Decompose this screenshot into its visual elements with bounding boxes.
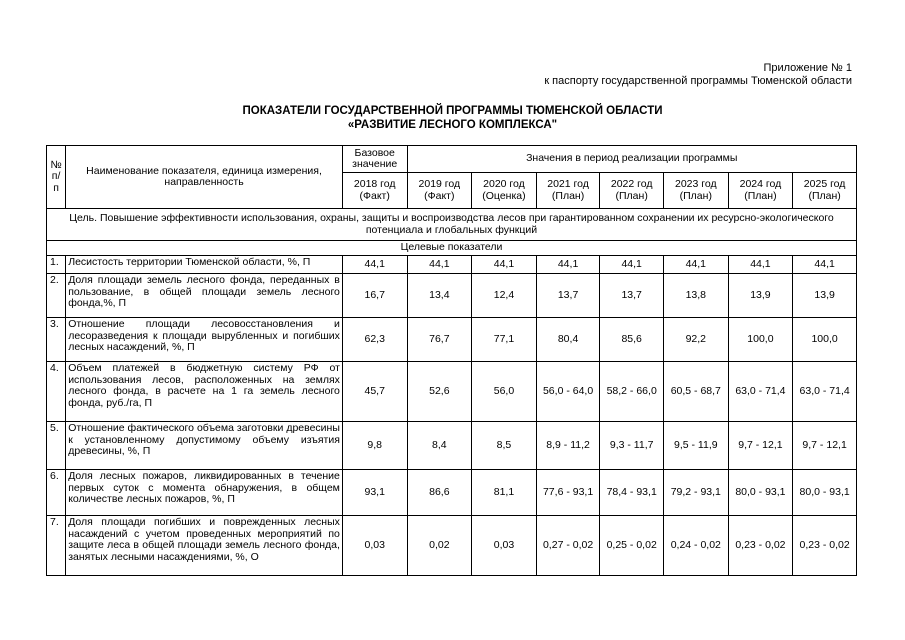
header-year: 2018 год (Факт) [342, 173, 407, 209]
indicator-value: 80,4 [536, 318, 600, 362]
indicator-value: 92,2 [663, 318, 728, 362]
indicator-value: 45,7 [342, 362, 407, 422]
header-num: № п/п [47, 146, 66, 209]
indicator-name: Отношение фактического объема заготовки древесины к установленному допустимому объему изъятия древесины, %, П [66, 422, 343, 470]
title-line-1: ПОКАЗАТЕЛИ ГОСУДАРСТВЕННОЙ ПРОГРАММЫ ТЮМЕНСКОЙ ОБЛАСТИ [242, 105, 663, 117]
indicator-value: 13,7 [600, 274, 664, 318]
indicator-value: 8,9 - 11,2 [536, 422, 600, 470]
indicators-table [46, 145, 857, 576]
indicator-value: 63,0 - 71,4 [793, 362, 857, 422]
indicator-value: 44,1 [663, 256, 728, 274]
indicator-value: 100,0 [793, 318, 857, 362]
indicator-value: 9,7 - 12,1 [793, 422, 857, 470]
appendix-line-1: Приложение № 1 [763, 62, 852, 74]
indicator-name: Лесистость территории Тюменской области, %, П [66, 256, 343, 274]
indicator-value: 9,5 - 11,9 [663, 422, 728, 470]
indicator-value: 77,6 - 93,1 [536, 470, 600, 516]
indicator-value: 13,4 [407, 274, 472, 318]
indicator-value: 44,1 [407, 256, 472, 274]
indicator-value: 0,23 - 0,02 [728, 516, 793, 576]
indicator-value: 13,9 [793, 274, 857, 318]
indicator-name: Доля площади земель лесного фонда, переданных в пользование, в общей площади земель лесного фонда,%, П [66, 274, 343, 318]
indicator-value: 44,1 [342, 256, 407, 274]
row-number: 6. [47, 470, 66, 516]
indicator-value: 44,1 [728, 256, 793, 274]
indicator-value: 44,1 [600, 256, 664, 274]
indicator-value: 56,0 [472, 362, 537, 422]
appendix-note [544, 62, 852, 88]
indicator-value: 8,5 [472, 422, 537, 470]
indicator-value: 0,27 - 0,02 [536, 516, 600, 576]
indicator-value: 9,8 [342, 422, 407, 470]
header-year: 2025 год (План) [793, 173, 857, 209]
table-row [47, 470, 857, 516]
indicator-value: 44,1 [793, 256, 857, 274]
document-title [0, 104, 905, 132]
indicator-value: 0,25 - 0,02 [600, 516, 664, 576]
indicator-value: 0,24 - 0,02 [663, 516, 728, 576]
indicator-value: 9,3 - 11,7 [600, 422, 664, 470]
header-period: Значения в период реализации программы [407, 146, 856, 173]
indicator-value: 81,1 [472, 470, 537, 516]
indicator-value: 13,7 [536, 274, 600, 318]
indicator-name: Отношение площади лесовосстановления и лесоразведения к площади вырубленных и погибших лесных насаждений, %, П [66, 318, 343, 362]
indicators-table-wrapper [46, 145, 857, 593]
indicator-value: 78,4 - 93,1 [600, 470, 664, 516]
indicator-value: 56,0 - 64,0 [536, 362, 600, 422]
header-year: 2024 год (План) [728, 173, 793, 209]
indicator-value: 86,6 [407, 470, 472, 516]
table-row [47, 362, 857, 422]
table-row [47, 274, 857, 318]
indicator-value: 80,0 - 93,1 [793, 470, 857, 516]
indicator-name: Объем платежей в бюджетную систему РФ от использования лесов, расположенных на землях лесного фонда, в расчете на 1 га земель лесного фонда, руб./га, П [66, 362, 343, 422]
row-number: 1. [47, 256, 66, 274]
indicator-value: 52,6 [407, 362, 472, 422]
table-row [47, 516, 857, 576]
indicator-value: 76,7 [407, 318, 472, 362]
indicator-name: Доля лесных пожаров, ликвидированных в течение первых суток с момента обнаружения, в общем количестве лесных пожаров, %, П [66, 470, 343, 516]
row-number: 3. [47, 318, 66, 362]
indicator-value: 62,3 [342, 318, 407, 362]
indicator-value: 58,2 - 66,0 [600, 362, 664, 422]
goal-row: Цель. Повышение эффективности использования, охраны, защиты и воспроизводства лесов при гарантированном сохранении их ресурсно-экологического потенциала и глобальных функций [47, 209, 857, 241]
header-year: 2022 год (План) [600, 173, 664, 209]
row-number: 7. [47, 516, 66, 576]
indicator-value: 80,0 - 93,1 [728, 470, 793, 516]
indicator-value: 44,1 [472, 256, 537, 274]
indicator-value: 12,4 [472, 274, 537, 318]
indicator-value: 13,8 [663, 274, 728, 318]
appendix-line-2: к паспорту государственной программы Тюменской области [544, 75, 852, 87]
row-number: 4. [47, 362, 66, 422]
header-year: 2020 год (Оценка) [472, 173, 537, 209]
table-row [47, 318, 857, 362]
indicator-value: 63,0 - 71,4 [728, 362, 793, 422]
indicator-value: 0,23 - 0,02 [793, 516, 857, 576]
row-number: 5. [47, 422, 66, 470]
indicator-value: 16,7 [342, 274, 407, 318]
indicator-value: 13,9 [728, 274, 793, 318]
section-row: Целевые показатели [47, 241, 857, 256]
header-year: 2019 год (Факт) [407, 173, 472, 209]
title-line-2: «РАЗВИТИЕ ЛЕСНОГО КОМПЛЕКСА" [347, 119, 558, 131]
indicator-value: 9,7 - 12,1 [728, 422, 793, 470]
indicator-value: 77,1 [472, 318, 537, 362]
indicator-value: 100,0 [728, 318, 793, 362]
header-name: Наименование показателя, единица измерения, направленность [66, 146, 343, 209]
indicator-value: 0,03 [472, 516, 537, 576]
indicator-value: 93,1 [342, 470, 407, 516]
header-year: 2023 год (План) [663, 173, 728, 209]
header-year: 2021 год (План) [536, 173, 600, 209]
indicator-value: 8,4 [407, 422, 472, 470]
indicator-value: 44,1 [536, 256, 600, 274]
indicator-value: 0,03 [342, 516, 407, 576]
indicator-value: 60,5 - 68,7 [663, 362, 728, 422]
indicator-value: 79,2 - 93,1 [663, 470, 728, 516]
table-row [47, 422, 857, 470]
row-number: 2. [47, 274, 66, 318]
header-base: Базовое значение [342, 146, 407, 173]
indicator-value: 85,6 [600, 318, 664, 362]
indicator-value: 0,02 [407, 516, 472, 576]
table-row [47, 256, 857, 274]
indicator-name: Доля площади погибших и поврежденных лесных насаждений с учетом проведенных мероприятий по защите леса в общей площади земель лесного фонда, занятых лесными насаждениями, %, О [66, 516, 343, 576]
